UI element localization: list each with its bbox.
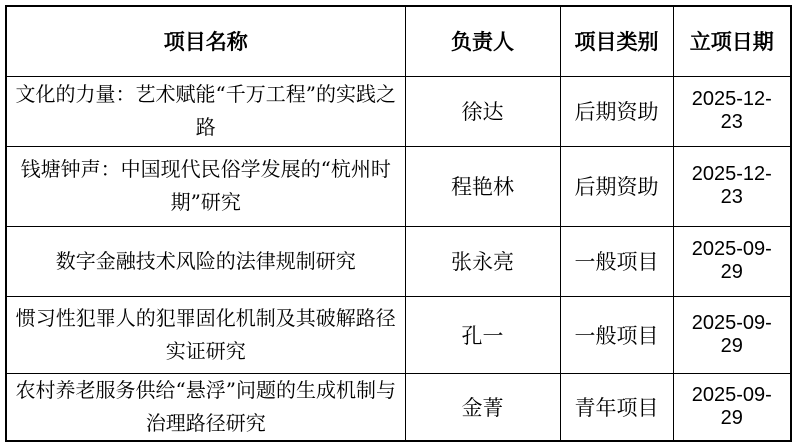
header-row [6,6,791,76]
cell-approval-date: 2025-09-29 [673,373,791,441]
table-row [6,296,791,373]
cell-approval-date: 2025-12-23 [673,146,791,226]
cell-project-name: 农村养老服务供给“悬浮”问题的生成机制与治理路径研究 [6,373,405,441]
cell-approval-date: 2025-12-23 [673,76,791,146]
table-row [6,146,791,226]
cell-leader: 张永亮 [405,226,560,296]
cell-category: 一般项目 [560,296,673,373]
cell-leader: 程艳林 [405,146,560,226]
table-row [6,226,791,296]
table-row [6,373,791,441]
header-project-name: 项目名称 [6,6,405,76]
cell-category: 青年项目 [560,373,673,441]
table-row [6,76,791,146]
cell-project-name: 钱塘钟声：中国现代民俗学发展的“杭州时期”研究 [6,146,405,226]
cell-category: 后期资助 [560,76,673,146]
cell-project-name: 惯习性犯罪人的犯罪固化机制及其破解路径实证研究 [6,296,405,373]
header-approval-date: 立项日期 [673,6,791,76]
cell-project-name: 文化的力量：艺术赋能“千万工程”的实践之路 [6,76,405,146]
header-category: 项目类别 [560,6,673,76]
cell-approval-date: 2025-09-29 [673,226,791,296]
header-leader: 负责人 [405,6,560,76]
cell-project-name: 数字金融技术风险的法律规制研究 [6,226,405,296]
projects-table [5,5,792,442]
cell-leader: 孔一 [405,296,560,373]
cell-category: 后期资助 [560,146,673,226]
cell-leader: 金菁 [405,373,560,441]
cell-approval-date: 2025-09-29 [673,296,791,373]
cell-leader: 徐达 [405,76,560,146]
cell-category: 一般项目 [560,226,673,296]
